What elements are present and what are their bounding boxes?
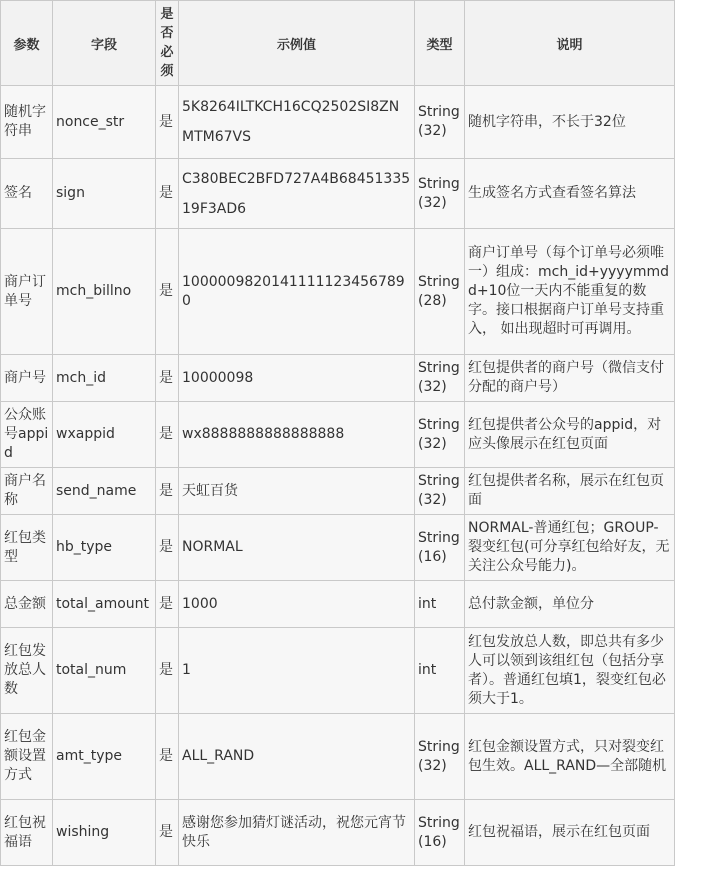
example-cell: 10000098 — [179, 355, 415, 402]
field-cell: total_amount — [53, 581, 156, 628]
desc-cell: 红包发放总人数，即总共有多少人可以领到该组红包（包括分享者）。普通红包填1，裂变红包必须大于1。 — [465, 628, 675, 714]
type-cell: String (32) — [415, 402, 465, 468]
example-cell: ALL_RAND — [179, 714, 415, 800]
field-cell: amt_type — [53, 714, 156, 800]
type-cell: int — [415, 628, 465, 714]
field-cell: mch_id — [53, 355, 156, 402]
type-cell: String (32) — [415, 714, 465, 800]
param-cell: 商户号 — [1, 355, 53, 402]
param-cell: 公众账号appid — [1, 402, 53, 468]
param-cell: 总金额 — [1, 581, 53, 628]
field-cell: sign — [53, 159, 156, 229]
table-row — [1, 714, 675, 800]
param-cell: 商户名称 — [1, 468, 53, 515]
type-cell: String (16) — [415, 515, 465, 581]
type-cell: String (32) — [415, 355, 465, 402]
desc-cell: 红包提供者的商户号（微信支付分配的商户号） — [465, 355, 675, 402]
header-param: 参数 — [1, 1, 53, 86]
required-cell: 是 — [156, 714, 179, 800]
desc-cell: 红包提供者名称，展示在红包页面 — [465, 468, 675, 515]
desc-cell: 商户订单号（每个订单号必须唯一）组成：mch_id+yyyymmdd+10位一天内不能重复的数字。接口根据商户订单号支持重入， 如出现超时可再调用。 — [465, 229, 675, 355]
param-cell: 签名 — [1, 159, 53, 229]
example-cell: NORMAL — [179, 515, 415, 581]
example-cell: 1 — [179, 628, 415, 714]
field-cell: wxappid — [53, 402, 156, 468]
table-row — [1, 468, 675, 515]
example-cell: 天虹百货 — [179, 468, 415, 515]
example-cell: 10000098201411111234567890 — [179, 229, 415, 355]
type-cell: String (32) — [415, 468, 465, 515]
table-row — [1, 229, 675, 355]
desc-cell: 红包金额设置方式，只对裂变红包生效。ALL_RAND—全部随机 — [465, 714, 675, 800]
example-cell: wx8888888888888888 — [179, 402, 415, 468]
required-cell: 是 — [156, 229, 179, 355]
field-cell: nonce_str — [53, 86, 156, 159]
param-cell: 红包祝福语 — [1, 800, 53, 866]
example-cell: 5K8264ILTKCH16CQ2502SI8ZNMTM67VS — [179, 86, 415, 159]
type-cell: String (32) — [415, 86, 465, 159]
table-row — [1, 800, 675, 866]
desc-cell: 生成签名方式查看签名算法 — [465, 159, 675, 229]
required-cell: 是 — [156, 800, 179, 866]
type-cell: String (16) — [415, 800, 465, 866]
desc-cell: NORMAL-普通红包；GROUP-裂变红包(可分享红包给好友，无关注公众号能力)。 — [465, 515, 675, 581]
field-cell: mch_billno — [53, 229, 156, 355]
table-row — [1, 355, 675, 402]
param-cell: 随机字符串 — [1, 86, 53, 159]
desc-cell: 随机字符串，不长于32位 — [465, 86, 675, 159]
type-cell: String (28) — [415, 229, 465, 355]
param-cell: 商户订单号 — [1, 229, 53, 355]
header-required: 是否必须 — [156, 1, 179, 86]
field-cell: total_num — [53, 628, 156, 714]
header-row — [1, 1, 675, 86]
field-cell: wishing — [53, 800, 156, 866]
param-cell: 红包类型 — [1, 515, 53, 581]
param-cell: 红包金额设置方式 — [1, 714, 53, 800]
table-row — [1, 515, 675, 581]
header-field: 字段 — [53, 1, 156, 86]
table-row — [1, 86, 675, 159]
table-row — [1, 628, 675, 714]
type-cell: int — [415, 581, 465, 628]
type-cell: String (32) — [415, 159, 465, 229]
header-desc: 说明 — [465, 1, 675, 86]
required-cell: 是 — [156, 628, 179, 714]
field-cell: hb_type — [53, 515, 156, 581]
required-cell: 是 — [156, 86, 179, 159]
required-cell: 是 — [156, 402, 179, 468]
header-type: 类型 — [415, 1, 465, 86]
field-cell: send_name — [53, 468, 156, 515]
example-cell: C380BEC2BFD727A4B6845133519F3AD6 — [179, 159, 415, 229]
desc-cell: 总付款金额，单位分 — [465, 581, 675, 628]
desc-cell: 红包提供者公众号的appid，对应头像展示在红包页面 — [465, 402, 675, 468]
required-cell: 是 — [156, 581, 179, 628]
header-example: 示例值 — [179, 1, 415, 86]
required-cell: 是 — [156, 468, 179, 515]
required-cell: 是 — [156, 515, 179, 581]
example-cell: 1000 — [179, 581, 415, 628]
desc-cell: 红包祝福语，展示在红包页面 — [465, 800, 675, 866]
table-row — [1, 159, 675, 229]
required-cell: 是 — [156, 159, 179, 229]
table-row — [1, 402, 675, 468]
required-cell: 是 — [156, 355, 179, 402]
example-cell: 感谢您参加猜灯谜活动，祝您元宵节快乐 — [179, 800, 415, 866]
param-cell: 红包发放总人数 — [1, 628, 53, 714]
table-row — [1, 581, 675, 628]
